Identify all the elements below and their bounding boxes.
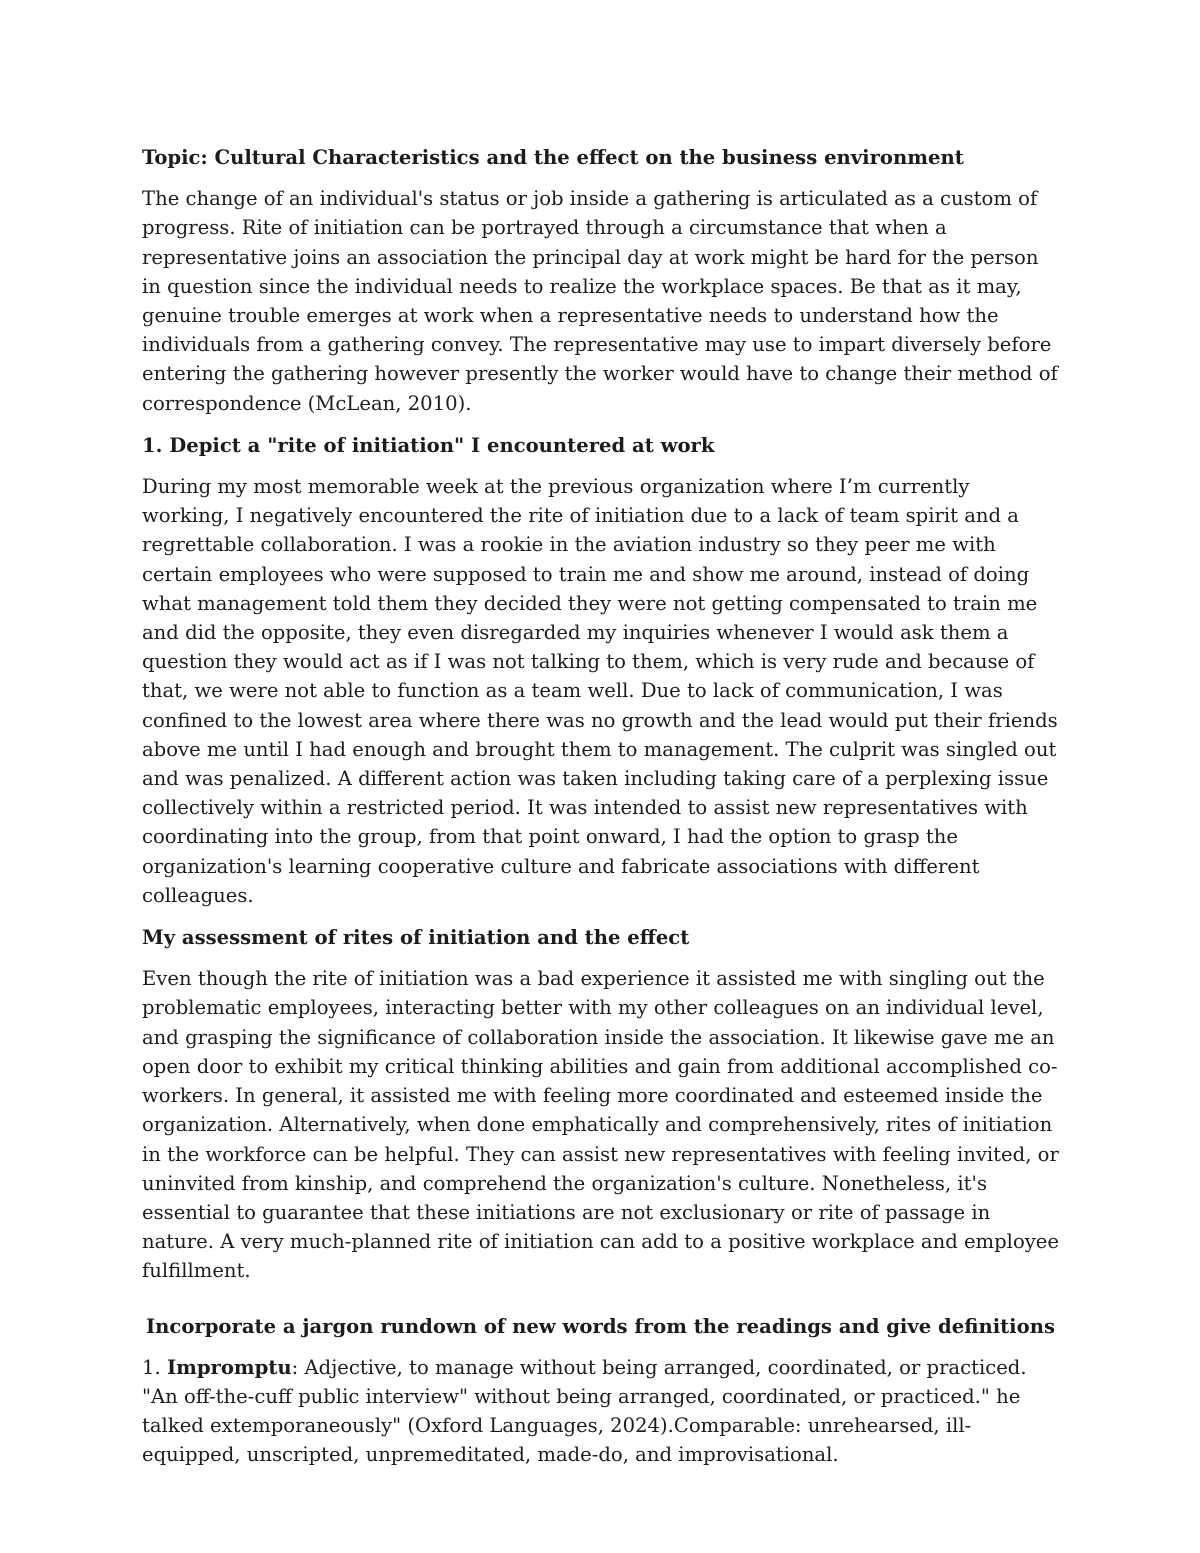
section-paragraph-assessment: Even though the rite of initiation was a bad experience it assisted me with singling out the problematic employees, interacting better with my other colleagues on an individual level, and grasping the significance of collaboration inside the association. It likewise gave me an open door to exhibit my critical thinking abilities and gain from additional accomplished co-workers. In general, it assisted me with feeling more coordinated and esteemed inside the organization. Alternatively, when done emphatically and comprehensively, rites of initiation in the workforce can be helpful. They can assist new representatives with feeling invited, or uninvited from kinship, and comprehend the organization's culture. Nonetheless, it's essential to guarantee that these initiations are not exclusionary or rite of passage in nature. A very much-planned rite of initiation can add to a positive workplace and employee fulfillment. xyxy=(142,967,1060,1283)
vocabulary-item-number: 1. xyxy=(142,1355,167,1379)
page-title: Topic: Cultural Characteristics and the effect on the business environment xyxy=(142,146,964,169)
intro-paragraph: The change of an individual's status or job inside a gathering is articulated as a custom of progress. Rite of initiation can be portrayed through a circumstance that when a representative joins an association the principal day at work might be hard for the person in question since the individual needs to realize the workplace spaces. Be that as it may, genuine trouble emerges at work when a representative needs to understand how the individuals from a gathering convey. The representative may use to impart diversely before entering the gathering however presently the worker would have to change their method of correspondence (McLean, 2010). xyxy=(142,187,1058,415)
section-heading-rite-of-initiation: 1. Depict a "rite of initiation" I encountered at work xyxy=(142,433,715,457)
vocabulary-definition: : Adjective, to manage without being arranged, coordinated, or practiced. "An off-the-cuff public interview" without being arranged, coordinated, or practiced." he talked extemporaneously" (Oxford Languages, 2024).Comparable: unrehearsed, ill-equipped, unscripted, unpremeditated, made-do, and improvisational. xyxy=(142,1355,1027,1467)
section-heading-jargon-rundown: Incorporate a jargon rundown of new words from the readings and give definitions xyxy=(146,1314,1055,1338)
vocabulary-term: Impromptu xyxy=(166,1355,292,1379)
vocabulary-list-item xyxy=(142,1353,1060,1470)
section-heading-assessment: My assessment of rites of initiation and the effect xyxy=(142,926,690,950)
section-paragraph-rite-of-initiation: During my most memorable week at the previous organization where I’m currently working, I negatively encountered the rite of initiation due to a lack of team spirit and a regrettable collaboration. I was a rookie in the aviation industry so they peer me with certain employees who were supposed to train me and show me around, instead of doing what management told them they decided they were not getting compensated to train me and did the opposite, they even disregarded my inquiries whenever I would ask them a question they would act as if I was not talking to them, which is very rude and because of that, we were not able to function as a team well. Due to lack of communication, I was confined to the lowest area where there was no growth and the lead would put their friends above me until I had enough and brought them to management. The culprit was singled out and was penalized. A different action was taken including taking care of a perplexing issue collectively within a restricted period. It was intended to assist new representatives with coordinating into the group, from that point onward, I had the option to grasp the organization's learning cooperative culture and fabricate associations with different colleagues. xyxy=(142,475,1058,907)
